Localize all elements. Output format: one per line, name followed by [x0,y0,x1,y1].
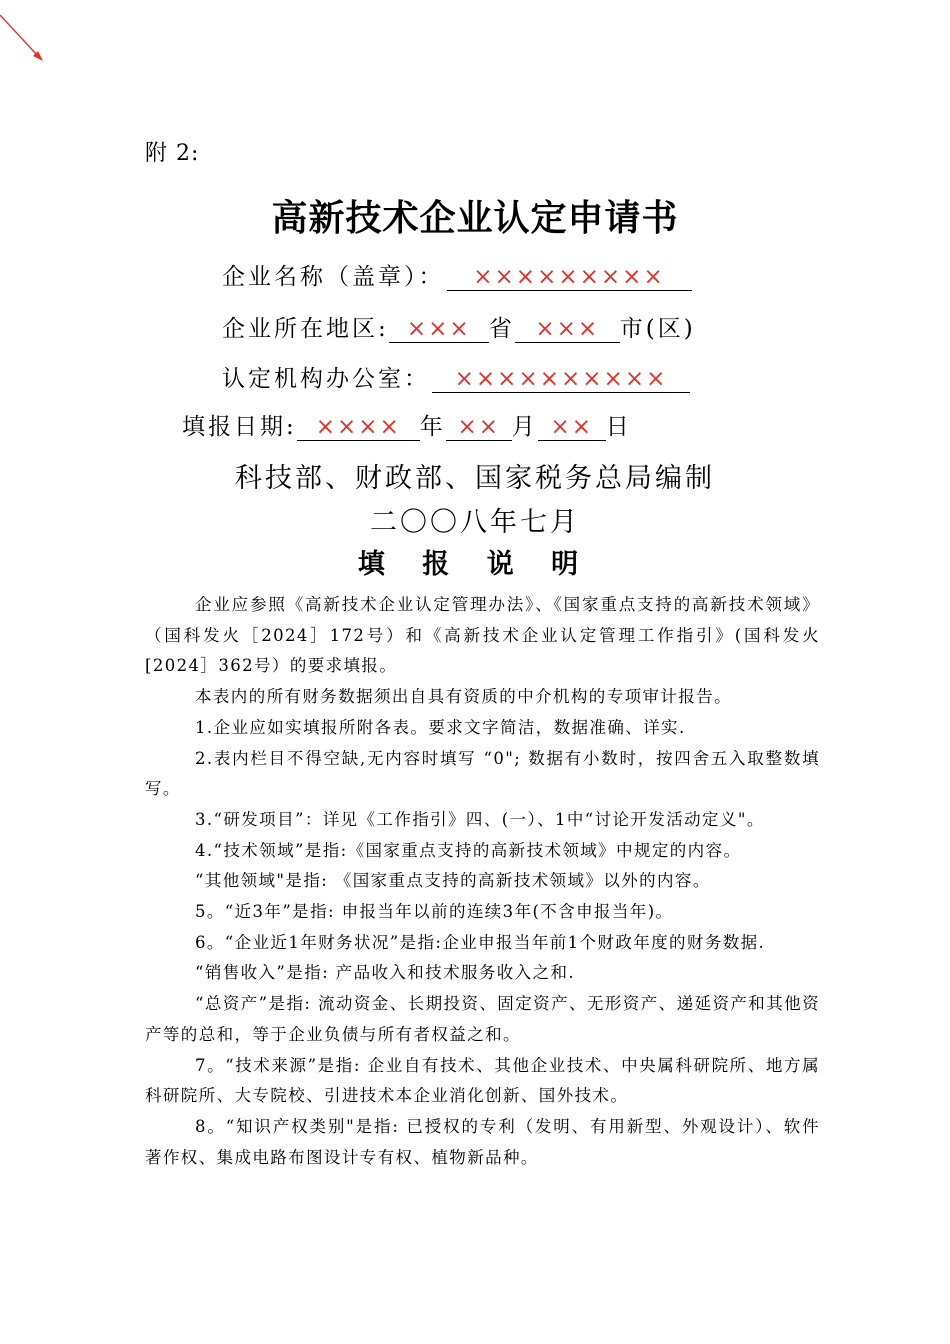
date-label: 填报日期: [182,414,297,440]
region-label: 企业所在地区: [222,316,389,342]
day-suffix: 日 [605,414,632,440]
annex-label: 附 2: [145,141,200,166]
instruction-paragraph: 3.“研发项目”：详见《工作指引》四、(一）、1中“讨论开发活动定义"。 [195,809,765,829]
instruction-paragraph: 7。“技术来源”是指: 企业自有技术、其他企业技术、中央属科研院所、地方属科研院所、大专院校、引进技术本企业消化创新、国外技术。 [145,1055,820,1106]
document-title: 高新技术企业认定申请书 [271,198,679,239]
instruction-paragraph: “总资产”是指: 流动资金、长期投资、固定资产、无形资产、递延资产和其他资产等的总和，等于企业负债与所有者权益之和。 [145,994,820,1044]
annotation-arrow-icon [0,0,60,70]
year-value: ×××× [297,414,420,441]
region-row [222,310,696,343]
office-value: ×××××××××× [432,366,690,393]
instruction-paragraph: 1.企业应如实填报所附各表。要求文字简洁，数据准确、详实. [195,717,686,737]
company-name-label: 企业名称（盖章）： [222,264,445,290]
instruction-paragraph: 8。“知识产权类别"是指: 已授权的专利（发明、有用新型、外观设计）、软件著作权、集成电路布图设计专有权、植物新品种。 [145,1116,820,1167]
city-suffix: 市(区) [619,316,696,342]
date-row [182,408,632,441]
issuer: 科技部、财政部、国家税务总局编制 [235,463,715,494]
year-suffix: 年 [419,414,446,440]
month-value: ×× [446,414,512,441]
month-suffix: 月 [511,414,538,440]
instruction-paragraph: 企业应参照《高新技术企业认定管理办法》、《国家重点支持的高新技术领域》（国科发火［2024］172号）和《高新技术企业认定管理工作指引》(国科发火[2024］362号）的要求填报。 [145,595,820,676]
instruction-paragraph: 5。“近3年”是指: 申报当年以前的连续3年(不含申报当年)。 [195,902,674,922]
city-value: ××× [515,316,620,343]
day-value: ×× [538,414,606,441]
province-value: ××× [389,316,489,343]
instruction-paragraph: 6。“企业近1年财务状况”是指:企业申报当年前1个财政年度的财务数据. [195,932,766,952]
issue-date: 二〇〇八年七月 [370,507,580,538]
instruction-paragraph: “销售收入”是指: 产品收入和技术服务收入之和. [195,963,576,983]
office-row [222,360,690,393]
instruction-paragraph: 4.“技术领域”是指:《国家重点支持的高新技术领域》中规定的内容。 [195,840,742,860]
office-label: 认定机构办公室： [222,366,430,392]
instruction-paragraph: 本表内的所有财务数据须出自具有资质的中介机构的专项审计报告。 [195,687,732,707]
company-name-row [222,258,692,291]
instructions-heading: 填 报 说 明 [357,549,593,580]
province-suffix: 省 [488,316,515,342]
instructions-body [145,590,820,1173]
company-name-value: ××××××××× [447,264,692,291]
instruction-paragraph: 2.表内栏目不得空缺,无内容时填写 “0"; 数据有小数时，按四舍五入取整数填写。 [145,748,820,799]
instruction-paragraph: “其他领域"是指: 《国家重点支持的高新技术领域》以外的内容。 [195,871,711,891]
